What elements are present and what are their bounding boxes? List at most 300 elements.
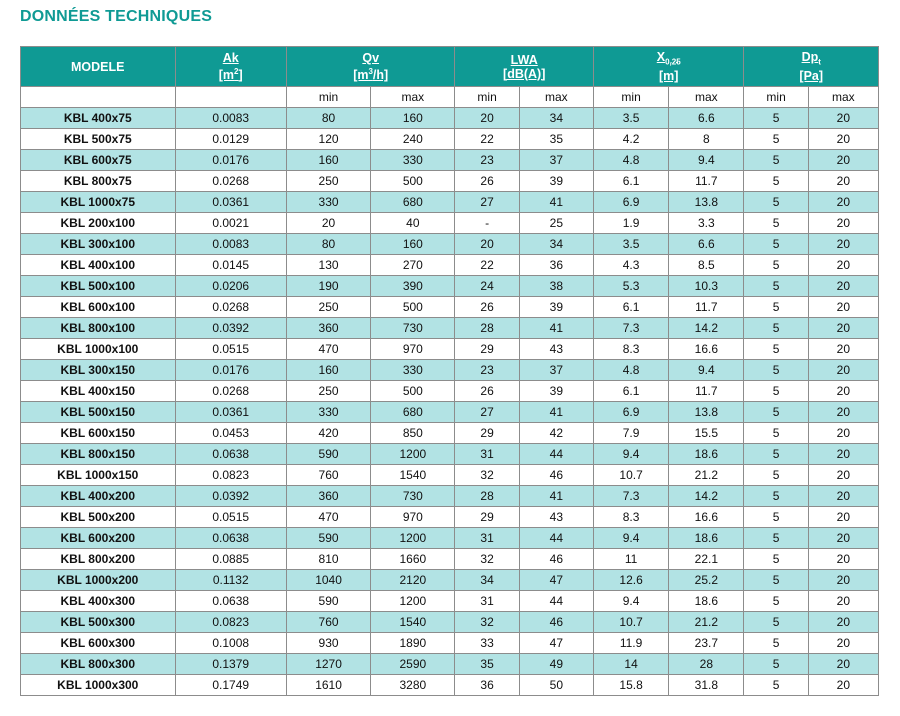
ak-cell: 0.1379 [175, 654, 286, 675]
qv-min-cell: 420 [286, 423, 370, 444]
x-max-cell: 14.2 [669, 318, 744, 339]
qv-min-cell: 1270 [286, 654, 370, 675]
dp-max-cell: 20 [808, 234, 878, 255]
col-header-unit: [Pa] [799, 69, 824, 84]
lwa-max-cell: 38 [519, 276, 593, 297]
model-cell: KBL 500x300 [21, 612, 176, 633]
lwa-min-cell: 27 [455, 192, 519, 213]
qv-max-cell: 680 [371, 192, 455, 213]
dp-min-cell: 5 [744, 570, 808, 591]
qv-min-cell: 330 [286, 402, 370, 423]
x-max-cell: 18.6 [669, 528, 744, 549]
dp-max-cell: 20 [808, 465, 878, 486]
table-row [21, 549, 879, 570]
x-max-cell: 18.6 [669, 444, 744, 465]
lwa-max-cell: 39 [519, 381, 593, 402]
qv-max-cell: 1200 [371, 444, 455, 465]
dp-max-cell: 20 [808, 675, 878, 696]
table-row [21, 507, 879, 528]
qv-min-cell: 360 [286, 486, 370, 507]
lwa-min-cell: - [455, 213, 519, 234]
x-max-cell: 10.3 [669, 276, 744, 297]
x-min-cell: 8.3 [593, 339, 668, 360]
subheader-max: max [669, 87, 744, 108]
ak-cell: 0.0453 [175, 423, 286, 444]
lwa-max-cell: 36 [519, 255, 593, 276]
table-row [21, 486, 879, 507]
lwa-max-cell: 39 [519, 297, 593, 318]
table-body [21, 108, 879, 696]
dp-max-cell: 20 [808, 318, 878, 339]
dp-max-cell: 20 [808, 507, 878, 528]
ak-cell: 0.0021 [175, 213, 286, 234]
lwa-min-cell: 22 [455, 129, 519, 150]
qv-max-cell: 500 [371, 171, 455, 192]
dp-min-cell: 5 [744, 528, 808, 549]
lwa-max-cell: 44 [519, 528, 593, 549]
qv-min-cell: 330 [286, 192, 370, 213]
qv-min-cell: 80 [286, 234, 370, 255]
x-min-cell: 7.9 [593, 423, 668, 444]
subheader-cell [175, 87, 286, 108]
lwa-min-cell: 24 [455, 276, 519, 297]
x-max-cell: 18.6 [669, 591, 744, 612]
ak-cell: 0.0206 [175, 276, 286, 297]
lwa-min-cell: 29 [455, 507, 519, 528]
qv-max-cell: 1540 [371, 612, 455, 633]
col-header-dp [744, 47, 879, 87]
x-max-cell: 31.8 [669, 675, 744, 696]
dp-min-cell: 5 [744, 108, 808, 129]
lwa-max-cell: 44 [519, 591, 593, 612]
x-max-cell: 21.2 [669, 465, 744, 486]
lwa-min-cell: 22 [455, 255, 519, 276]
qv-max-cell: 2590 [371, 654, 455, 675]
lwa-max-cell: 44 [519, 444, 593, 465]
col-header-x [593, 47, 744, 87]
dp-min-cell: 5 [744, 234, 808, 255]
qv-min-cell: 590 [286, 528, 370, 549]
qv-min-cell: 360 [286, 318, 370, 339]
x-max-cell: 16.6 [669, 339, 744, 360]
qv-min-cell: 470 [286, 507, 370, 528]
subheader-max: max [519, 87, 593, 108]
lwa-min-cell: 28 [455, 318, 519, 339]
model-cell: KBL 600x100 [21, 297, 176, 318]
x-min-cell: 6.9 [593, 192, 668, 213]
dp-max-cell: 20 [808, 633, 878, 654]
ak-cell: 0.0083 [175, 108, 286, 129]
col-header-name: $Dp_t$ [801, 49, 821, 67]
qv-max-cell: 330 [371, 150, 455, 171]
lwa-min-cell: 32 [455, 612, 519, 633]
model-cell: KBL 500x100 [21, 276, 176, 297]
lwa-min-cell: 31 [455, 444, 519, 465]
dp-max-cell: 20 [808, 528, 878, 549]
table-row [21, 255, 879, 276]
qv-max-cell: 270 [371, 255, 455, 276]
x-min-cell: 11 [593, 549, 668, 570]
table-row [21, 192, 879, 213]
qv-max-cell: 500 [371, 381, 455, 402]
lwa-max-cell: 42 [519, 423, 593, 444]
x-max-cell: 15.5 [669, 423, 744, 444]
model-cell: KBL 800x150 [21, 444, 176, 465]
col-header-unit: $[m^2]$ [218, 66, 243, 83]
table-row [21, 171, 879, 192]
model-cell: KBL 1000x75 [21, 192, 176, 213]
ak-cell: 0.0823 [175, 612, 286, 633]
dp-min-cell: 5 [744, 486, 808, 507]
table-row [21, 129, 879, 150]
ak-cell: 0.0885 [175, 549, 286, 570]
x-min-cell: 9.4 [593, 444, 668, 465]
x-max-cell: 22.1 [669, 549, 744, 570]
col-header-unit: [dB(A)] [503, 66, 546, 81]
qv-min-cell: 130 [286, 255, 370, 276]
table-row [21, 528, 879, 549]
qv-max-cell: 160 [371, 234, 455, 255]
dp-max-cell: 20 [808, 444, 878, 465]
dp-min-cell: 5 [744, 255, 808, 276]
qv-min-cell: 1040 [286, 570, 370, 591]
dp-max-cell: 20 [808, 339, 878, 360]
lwa-max-cell: 37 [519, 360, 593, 381]
ak-cell: 0.0392 [175, 318, 286, 339]
qv-min-cell: 20 [286, 213, 370, 234]
x-max-cell: 11.7 [669, 171, 744, 192]
dp-max-cell: 20 [808, 192, 878, 213]
model-cell: KBL 800x75 [21, 171, 176, 192]
dp-min-cell: 5 [744, 150, 808, 171]
dp-max-cell: 20 [808, 129, 878, 150]
subheader-max: max [808, 87, 878, 108]
x-max-cell: 3.3 [669, 213, 744, 234]
ak-cell: 0.0392 [175, 486, 286, 507]
qv-max-cell: 1200 [371, 528, 455, 549]
qv-min-cell: 250 [286, 381, 370, 402]
lwa-min-cell: 27 [455, 402, 519, 423]
lwa-max-cell: 41 [519, 486, 593, 507]
table-row [21, 297, 879, 318]
dp-min-cell: 5 [744, 507, 808, 528]
lwa-max-cell: 46 [519, 465, 593, 486]
x-max-cell: 23.7 [669, 633, 744, 654]
lwa-min-cell: 23 [455, 150, 519, 171]
table-row [21, 276, 879, 297]
table-row [21, 591, 879, 612]
lwa-min-cell: 20 [455, 234, 519, 255]
model-cell: KBL 300x150 [21, 360, 176, 381]
x-max-cell: 14.2 [669, 486, 744, 507]
table-row [21, 675, 879, 696]
model-cell: KBL 200x100 [21, 213, 176, 234]
x-min-cell: 4.3 [593, 255, 668, 276]
model-cell: KBL 500x200 [21, 507, 176, 528]
dp-max-cell: 20 [808, 549, 878, 570]
col-header-unit: $[m^3/h]$ [353, 66, 389, 83]
model-cell: KBL 300x100 [21, 234, 176, 255]
model-cell: KBL 500x150 [21, 402, 176, 423]
qv-min-cell: 160 [286, 360, 370, 381]
x-max-cell: 6.6 [669, 108, 744, 129]
x-min-cell: 10.7 [593, 465, 668, 486]
col-header-name: LWA [510, 52, 538, 67]
ak-cell: 0.0176 [175, 360, 286, 381]
dp-min-cell: 5 [744, 276, 808, 297]
subheader-min: min [455, 87, 519, 108]
dp-max-cell: 20 [808, 150, 878, 171]
qv-min-cell: 250 [286, 171, 370, 192]
col-header-name: Qv [362, 50, 380, 65]
ak-cell: 0.0129 [175, 129, 286, 150]
qv-max-cell: 390 [371, 276, 455, 297]
qv-max-cell: 330 [371, 360, 455, 381]
x-max-cell: 21.2 [669, 612, 744, 633]
ak-cell: 0.0823 [175, 465, 286, 486]
ak-cell: 0.1132 [175, 570, 286, 591]
table-row [21, 444, 879, 465]
ak-cell: 0.0638 [175, 444, 286, 465]
col-header-qv [286, 47, 455, 87]
model-cell: KBL 1000x300 [21, 675, 176, 696]
x-min-cell: 9.4 [593, 528, 668, 549]
dp-min-cell: 5 [744, 423, 808, 444]
x-min-cell: 1.9 [593, 213, 668, 234]
qv-max-cell: 40 [371, 213, 455, 234]
lwa-max-cell: 47 [519, 570, 593, 591]
dp-min-cell: 5 [744, 591, 808, 612]
lwa-min-cell: 33 [455, 633, 519, 654]
lwa-max-cell: 39 [519, 171, 593, 192]
qv-max-cell: 1660 [371, 549, 455, 570]
ak-cell: 0.0145 [175, 255, 286, 276]
lwa-min-cell: 28 [455, 486, 519, 507]
lwa-max-cell: 41 [519, 192, 593, 213]
dp-max-cell: 20 [808, 423, 878, 444]
table-row [21, 213, 879, 234]
dp-max-cell: 20 [808, 402, 878, 423]
qv-max-cell: 2120 [371, 570, 455, 591]
model-cell: KBL 600x300 [21, 633, 176, 654]
dp-min-cell: 5 [744, 675, 808, 696]
ak-cell: 0.1008 [175, 633, 286, 654]
lwa-max-cell: 50 [519, 675, 593, 696]
x-max-cell: 16.6 [669, 507, 744, 528]
table-row [21, 465, 879, 486]
ak-cell: 0.0083 [175, 234, 286, 255]
x-min-cell: 15.8 [593, 675, 668, 696]
qv-min-cell: 760 [286, 612, 370, 633]
lwa-min-cell: 26 [455, 297, 519, 318]
col-header-ak [175, 47, 286, 87]
qv-min-cell: 470 [286, 339, 370, 360]
dp-min-cell: 5 [744, 192, 808, 213]
x-min-cell: 11.9 [593, 633, 668, 654]
col-header-lwa [455, 47, 593, 87]
qv-min-cell: 590 [286, 444, 370, 465]
model-cell: KBL 600x150 [21, 423, 176, 444]
x-max-cell: 11.7 [669, 381, 744, 402]
dp-min-cell: 5 [744, 549, 808, 570]
table-row [21, 633, 879, 654]
x-min-cell: 6.9 [593, 402, 668, 423]
qv-max-cell: 500 [371, 297, 455, 318]
table-row [21, 381, 879, 402]
qv-max-cell: 3280 [371, 675, 455, 696]
ak-cell: 0.0268 [175, 171, 286, 192]
x-max-cell: 13.8 [669, 192, 744, 213]
table-row [21, 339, 879, 360]
lwa-min-cell: 20 [455, 108, 519, 129]
qv-max-cell: 970 [371, 507, 455, 528]
table-row [21, 402, 879, 423]
dp-max-cell: 20 [808, 570, 878, 591]
qv-min-cell: 760 [286, 465, 370, 486]
x-max-cell: 25.2 [669, 570, 744, 591]
lwa-min-cell: 29 [455, 339, 519, 360]
dp-min-cell: 5 [744, 318, 808, 339]
model-cell: KBL 1000x200 [21, 570, 176, 591]
qv-min-cell: 80 [286, 108, 370, 129]
col-header-name: Ak [222, 50, 239, 65]
qv-max-cell: 850 [371, 423, 455, 444]
x-min-cell: 6.1 [593, 171, 668, 192]
subheader-max: max [371, 87, 455, 108]
qv-min-cell: 1610 [286, 675, 370, 696]
lwa-min-cell: 35 [455, 654, 519, 675]
lwa-min-cell: 31 [455, 591, 519, 612]
model-cell: KBL 800x100 [21, 318, 176, 339]
lwa-max-cell: 46 [519, 612, 593, 633]
x-max-cell: 8 [669, 129, 744, 150]
x-min-cell: 5.3 [593, 276, 668, 297]
dp-max-cell: 20 [808, 255, 878, 276]
model-cell: KBL 1000x100 [21, 339, 176, 360]
ak-cell: 0.0361 [175, 402, 286, 423]
model-cell: KBL 400x300 [21, 591, 176, 612]
subheader-min: min [286, 87, 370, 108]
dp-min-cell: 5 [744, 171, 808, 192]
x-min-cell: 4.8 [593, 360, 668, 381]
dp-min-cell: 5 [744, 129, 808, 150]
x-min-cell: 7.3 [593, 486, 668, 507]
ak-cell: 0.0268 [175, 381, 286, 402]
lwa-min-cell: 34 [455, 570, 519, 591]
lwa-min-cell: 32 [455, 465, 519, 486]
lwa-max-cell: 41 [519, 402, 593, 423]
model-cell: KBL 600x200 [21, 528, 176, 549]
dp-min-cell: 5 [744, 402, 808, 423]
lwa-min-cell: 23 [455, 360, 519, 381]
col-header-unit: [m] [658, 69, 679, 84]
ak-cell: 0.0176 [175, 150, 286, 171]
x-max-cell: 9.4 [669, 360, 744, 381]
qv-min-cell: 810 [286, 549, 370, 570]
x-min-cell: 6.1 [593, 381, 668, 402]
qv-min-cell: 120 [286, 129, 370, 150]
qv-max-cell: 1890 [371, 633, 455, 654]
x-min-cell: 8.3 [593, 507, 668, 528]
x-min-cell: 12.6 [593, 570, 668, 591]
lwa-max-cell: 49 [519, 654, 593, 675]
table-row [21, 654, 879, 675]
x-min-cell: 14 [593, 654, 668, 675]
dp-max-cell: 20 [808, 486, 878, 507]
dp-max-cell: 20 [808, 297, 878, 318]
qv-min-cell: 250 [286, 297, 370, 318]
qv-max-cell: 970 [371, 339, 455, 360]
model-cell: KBL 400x200 [21, 486, 176, 507]
qv-max-cell: 1200 [371, 591, 455, 612]
dp-min-cell: 5 [744, 654, 808, 675]
table-row [21, 423, 879, 444]
qv-max-cell: 1540 [371, 465, 455, 486]
lwa-min-cell: 31 [455, 528, 519, 549]
x-min-cell: 3.5 [593, 108, 668, 129]
lwa-max-cell: 37 [519, 150, 593, 171]
subheader-row [21, 87, 879, 108]
subheader-min: min [593, 87, 668, 108]
ak-cell: 0.0268 [175, 297, 286, 318]
dp-max-cell: 20 [808, 654, 878, 675]
dp-min-cell: 5 [744, 465, 808, 486]
ak-cell: 0.1749 [175, 675, 286, 696]
x-min-cell: 9.4 [593, 591, 668, 612]
model-cell: KBL 500x75 [21, 129, 176, 150]
lwa-max-cell: 43 [519, 507, 593, 528]
header-row [21, 47, 879, 87]
dp-min-cell: 5 [744, 213, 808, 234]
dp-max-cell: 20 [808, 591, 878, 612]
lwa-max-cell: 34 [519, 234, 593, 255]
ak-cell: 0.0515 [175, 339, 286, 360]
dp-min-cell: 5 [744, 297, 808, 318]
lwa-min-cell: 32 [455, 549, 519, 570]
subheader-min: min [744, 87, 808, 108]
qv-max-cell: 730 [371, 318, 455, 339]
dp-max-cell: 20 [808, 213, 878, 234]
x-min-cell: 3.5 [593, 234, 668, 255]
lwa-max-cell: 47 [519, 633, 593, 654]
dp-max-cell: 20 [808, 360, 878, 381]
dp-max-cell: 20 [808, 108, 878, 129]
lwa-max-cell: 46 [519, 549, 593, 570]
table-row [21, 318, 879, 339]
x-max-cell: 13.8 [669, 402, 744, 423]
lwa-min-cell: 26 [455, 171, 519, 192]
table-row [21, 108, 879, 129]
lwa-min-cell: 29 [455, 423, 519, 444]
model-cell: KBL 400x100 [21, 255, 176, 276]
x-max-cell: 6.6 [669, 234, 744, 255]
x-max-cell: 8.5 [669, 255, 744, 276]
dp-min-cell: 5 [744, 444, 808, 465]
model-cell: KBL 1000x150 [21, 465, 176, 486]
dp-min-cell: 5 [744, 381, 808, 402]
qv-min-cell: 930 [286, 633, 370, 654]
x-min-cell: 7.3 [593, 318, 668, 339]
x-min-cell: 10.7 [593, 612, 668, 633]
subheader-cell [21, 87, 176, 108]
dp-max-cell: 20 [808, 171, 878, 192]
lwa-max-cell: 35 [519, 129, 593, 150]
x-min-cell: 6.1 [593, 297, 668, 318]
table-row [21, 360, 879, 381]
model-cell: KBL 800x300 [21, 654, 176, 675]
model-cell: KBL 800x200 [21, 549, 176, 570]
dp-max-cell: 20 [808, 612, 878, 633]
